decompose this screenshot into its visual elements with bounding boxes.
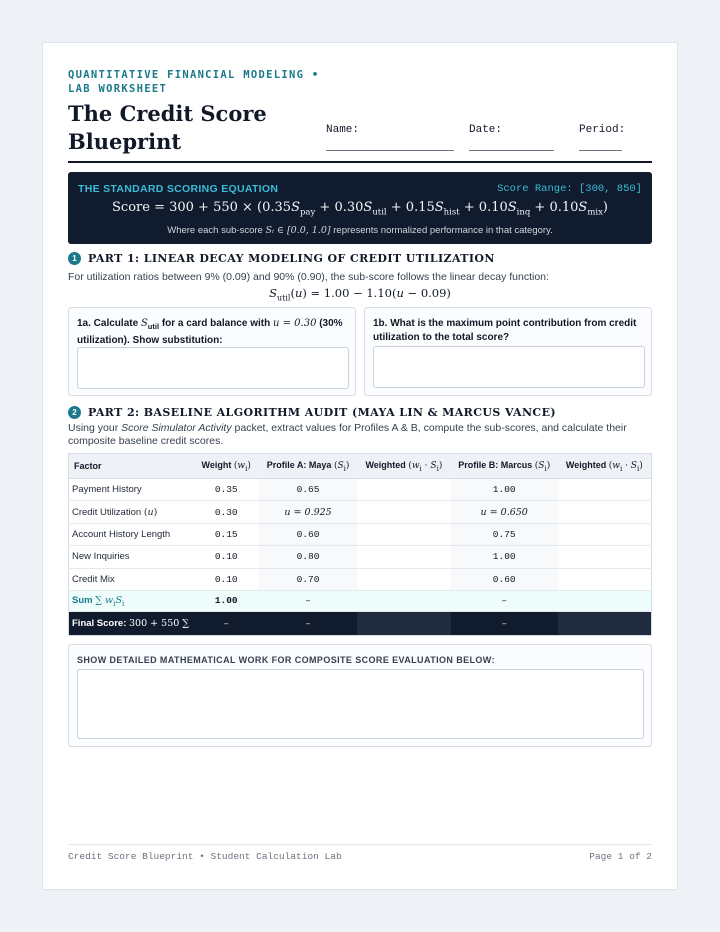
sum-row <box>69 590 652 611</box>
profile-a-cell: 0.80 <box>259 546 357 568</box>
factor-cell: Account History Length <box>69 523 194 545</box>
sum-profile-a-cell: – <box>259 590 357 611</box>
name-label: Name: <box>326 124 360 136</box>
table-row <box>69 546 652 568</box>
sum-weight-cell: 1.00 <box>193 590 259 611</box>
weighted-a-input[interactable] <box>357 568 451 590</box>
course-eyebrow: QUANTITATIVE FINANCIAL MODELING • LAB WORKSHEET <box>68 69 320 95</box>
part2-intro: Using your Score Simulator Activity packet, extract values for Profiles A & B, compute the sub-scores, and calculate their composite baseline credit scores. <box>68 422 627 447</box>
period-line[interactable] <box>579 136 622 151</box>
part1-heading <box>68 252 495 265</box>
weight-cell: 0.10 <box>193 568 259 590</box>
weighted-a-input[interactable] <box>357 501 451 523</box>
profile-b-cell: u = 0.650 <box>451 501 558 523</box>
equation-note: Where each sub-score Sᵢ ∈ [0.0, 1.0] represents normalized performance in that category. <box>167 225 553 236</box>
part2-title: PART 2: BASELINE ALGORITHM AUDIT (MAYA LIN & MARCUS VANCE) <box>88 406 556 419</box>
date-field[interactable] <box>469 124 554 151</box>
work-answer-box[interactable] <box>77 669 644 739</box>
weighted-a-input[interactable] <box>357 479 451 501</box>
question-1b-text: 1b. What is the maximum point contribution from credit utilization to the total score? <box>373 318 637 343</box>
weighted-a-input[interactable] <box>357 523 451 545</box>
final-weight-cell: – <box>193 611 259 635</box>
page-title: The Credit Score Blueprint <box>68 101 267 154</box>
page-footer <box>68 844 652 862</box>
student-info-fields <box>326 124 652 156</box>
factor-cell: Credit Utilization (u) <box>69 501 194 523</box>
part2-number-badge: 2 <box>68 406 81 419</box>
col-weight: Weight $(w_i)$ <box>193 454 259 479</box>
weight-cell: 0.15 <box>193 523 259 545</box>
part1-title: PART 1: LINEAR DECAY MODELING OF CREDIT UTILIZATION <box>88 252 495 265</box>
weighted-b-input[interactable] <box>558 568 652 590</box>
score-range: Score Range: [300, 850] <box>497 183 642 195</box>
work-section-label: SHOW DETAILED MATHEMATICAL WORK FOR COMPOSITE SCORE EVALUATION BELOW: <box>77 655 495 665</box>
sum-weighted-b-input[interactable] <box>558 590 652 611</box>
factor-cell: New Inquiries <box>69 546 194 568</box>
profile-a-cell: 0.65 <box>259 479 357 501</box>
name-line[interactable] <box>326 136 454 151</box>
profile-b-cell: 0.75 <box>451 523 558 545</box>
final-profile-b-cell: – <box>451 611 558 635</box>
profile-a-cell: 0.70 <box>259 568 357 590</box>
table-header-row <box>69 454 652 479</box>
question-1b-card <box>364 307 652 396</box>
col-profile-a: Profile A: Maya $(S_i)$ <box>259 454 357 479</box>
question-1a-answer-box[interactable] <box>77 347 349 389</box>
audit-table <box>68 453 652 636</box>
table-row <box>69 568 652 590</box>
sum-label-cell: Sum ∑ $w_iS_i$ <box>69 590 194 611</box>
final-score-a-input[interactable] <box>357 611 451 635</box>
col-profile-b: Profile B: Marcus $(S_i)$ <box>451 454 558 479</box>
final-profile-a-cell: – <box>259 611 357 635</box>
col-factor: Factor <box>69 454 194 479</box>
weighted-a-input[interactable] <box>357 546 451 568</box>
sum-profile-b-cell: – <box>451 590 558 611</box>
equation-heading: THE STANDARD SCORING EQUATION <box>78 183 279 195</box>
col-weighted-a: Weighted $(w_i \cdot S_i)$ <box>357 454 451 479</box>
part2-heading <box>68 406 556 419</box>
weighted-b-input[interactable] <box>558 501 652 523</box>
weighted-b-input[interactable] <box>558 546 652 568</box>
page-content <box>68 68 652 862</box>
scoring-equation-panel <box>68 172 652 244</box>
question-1a-text: 1a. Calculate $S_{util}$ for a card balance with u = 0.30 (30% utilization). Show substitution: <box>77 318 343 346</box>
worksheet-page <box>42 42 678 890</box>
period-label: Period: <box>579 124 626 136</box>
name-field[interactable] <box>326 124 454 151</box>
factor-cell: Payment History <box>69 479 194 501</box>
profile-b-cell: 1.00 <box>451 479 558 501</box>
footer-title: Credit Score Blueprint • Student Calculation Lab <box>68 851 342 862</box>
table-row <box>69 479 652 501</box>
weight-cell: 0.35 <box>193 479 259 501</box>
work-section <box>68 644 652 747</box>
part1-number-badge: 1 <box>68 252 81 265</box>
scoring-formula: Score = $300 + 550 \times (0.35S_{pay} + 0.30S_{util} + 0.15S_{hist} + 0.10S_{inq} + 0.10S_{mix})$ <box>112 200 608 218</box>
col-weighted-b: Weighted $(w_i \cdot S_i)$ <box>558 454 652 479</box>
table-row <box>69 501 652 523</box>
profile-a-cell: u = 0.925 <box>259 501 357 523</box>
final-score-label: Final Score: 300 + 550 ∑ <box>69 611 194 635</box>
date-line[interactable] <box>469 136 554 151</box>
part1-intro: For utilization ratios between 9% (0.09) and 90% (0.90), the sub-score follows the linear decay function: <box>68 271 549 283</box>
weighted-b-input[interactable] <box>558 479 652 501</box>
page-number: Page 1 of 2 <box>589 851 652 862</box>
profile-b-cell: 1.00 <box>451 546 558 568</box>
profile-b-cell: 0.60 <box>451 568 558 590</box>
weight-cell: 0.30 <box>193 501 259 523</box>
period-field[interactable] <box>579 124 626 151</box>
final-score-b-input[interactable] <box>558 611 652 635</box>
sum-weighted-a-input[interactable] <box>357 590 451 611</box>
profile-a-cell: 0.60 <box>259 523 357 545</box>
table-row <box>69 523 652 545</box>
question-1a-card <box>68 307 356 396</box>
final-score-row <box>69 611 652 635</box>
weighted-b-input[interactable] <box>558 523 652 545</box>
question-1b-answer-box[interactable] <box>373 346 645 388</box>
date-label: Date: <box>469 124 503 136</box>
utilization-decay-function: $S_{util}(u) = 1.00 - 1.10(u - 0.09)$ <box>269 286 451 303</box>
weight-cell: 0.10 <box>193 546 259 568</box>
header-divider <box>68 161 652 163</box>
factor-cell: Credit Mix <box>69 568 194 590</box>
